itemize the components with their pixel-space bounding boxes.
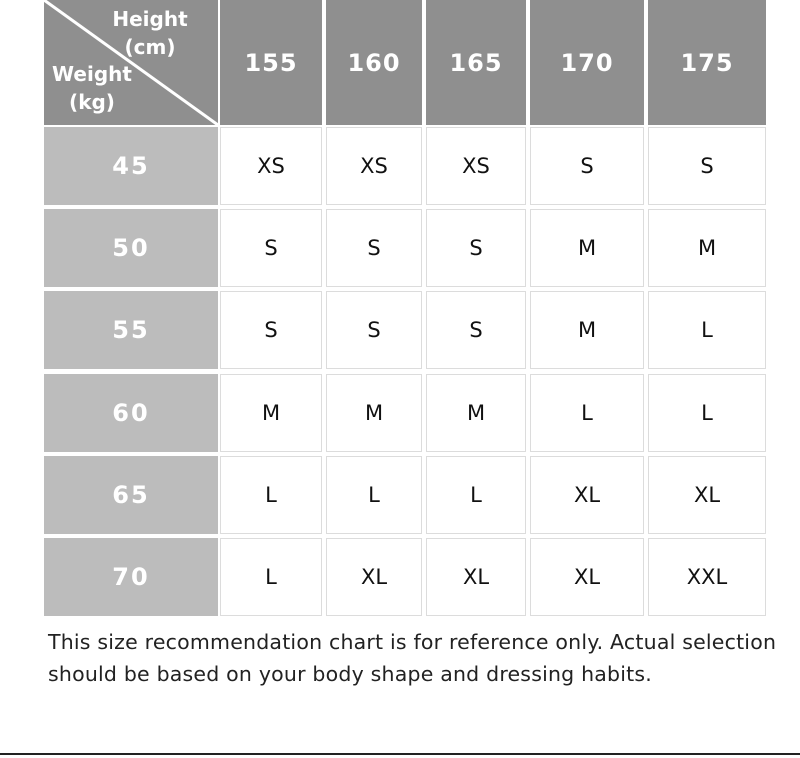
size-cell: L (220, 456, 322, 534)
size-cell: XL (530, 538, 644, 616)
size-cell: XL (530, 456, 644, 534)
size-cell: L (530, 374, 644, 452)
size-cell: M (220, 374, 322, 452)
weight-row-header: 60 (44, 374, 218, 452)
size-cell: L (220, 538, 322, 616)
height-unit-text: (cm) (124, 35, 176, 59)
size-cell: XS (426, 127, 526, 205)
height-column-header: 155 (220, 0, 322, 125)
size-cell: S (426, 291, 526, 369)
size-cell: S (426, 209, 526, 287)
size-cell: M (326, 374, 422, 452)
size-cell: XL (326, 538, 422, 616)
disclaimer-line-1: This size recommendation chart is for reference only. Actual selection (48, 630, 777, 654)
disclaimer-line-2: should be based on your body shape and dressing habits. (48, 662, 652, 686)
size-cell: S (326, 291, 422, 369)
height-axis-label (100, 5, 200, 61)
weight-row-header: 65 (44, 456, 218, 534)
size-cell: S (648, 127, 766, 205)
height-column-header: 160 (326, 0, 422, 125)
size-cell: XL (648, 456, 766, 534)
size-cell: S (326, 209, 422, 287)
size-cell: XS (220, 127, 322, 205)
corner-header (44, 0, 218, 125)
weight-axis-label (52, 60, 132, 116)
size-cell: XXL (648, 538, 766, 616)
height-column-header: 170 (530, 0, 644, 125)
size-cell: M (530, 209, 644, 287)
bottom-divider (0, 753, 800, 755)
size-cell: S (220, 291, 322, 369)
size-cell: M (426, 374, 526, 452)
size-cell: L (648, 291, 766, 369)
size-cell: L (648, 374, 766, 452)
weight-row-header: 45 (44, 127, 218, 205)
weight-unit-text: (kg) (69, 90, 115, 114)
size-cell: L (326, 456, 422, 534)
size-cell: XL (426, 538, 526, 616)
size-cell: S (220, 209, 322, 287)
height-column-header: 165 (426, 0, 526, 125)
weight-row-header: 50 (44, 209, 218, 287)
disclaimer-note (48, 626, 788, 690)
height-column-header: 175 (648, 0, 766, 125)
size-cell: S (530, 127, 644, 205)
size-cell: M (530, 291, 644, 369)
size-cell: XS (326, 127, 422, 205)
size-cell: L (426, 456, 526, 534)
weight-row-header: 55 (44, 291, 218, 369)
height-label-text: Height (112, 7, 188, 31)
weight-row-header: 70 (44, 538, 218, 616)
weight-label-text: Weight (52, 62, 132, 86)
size-cell: M (648, 209, 766, 287)
